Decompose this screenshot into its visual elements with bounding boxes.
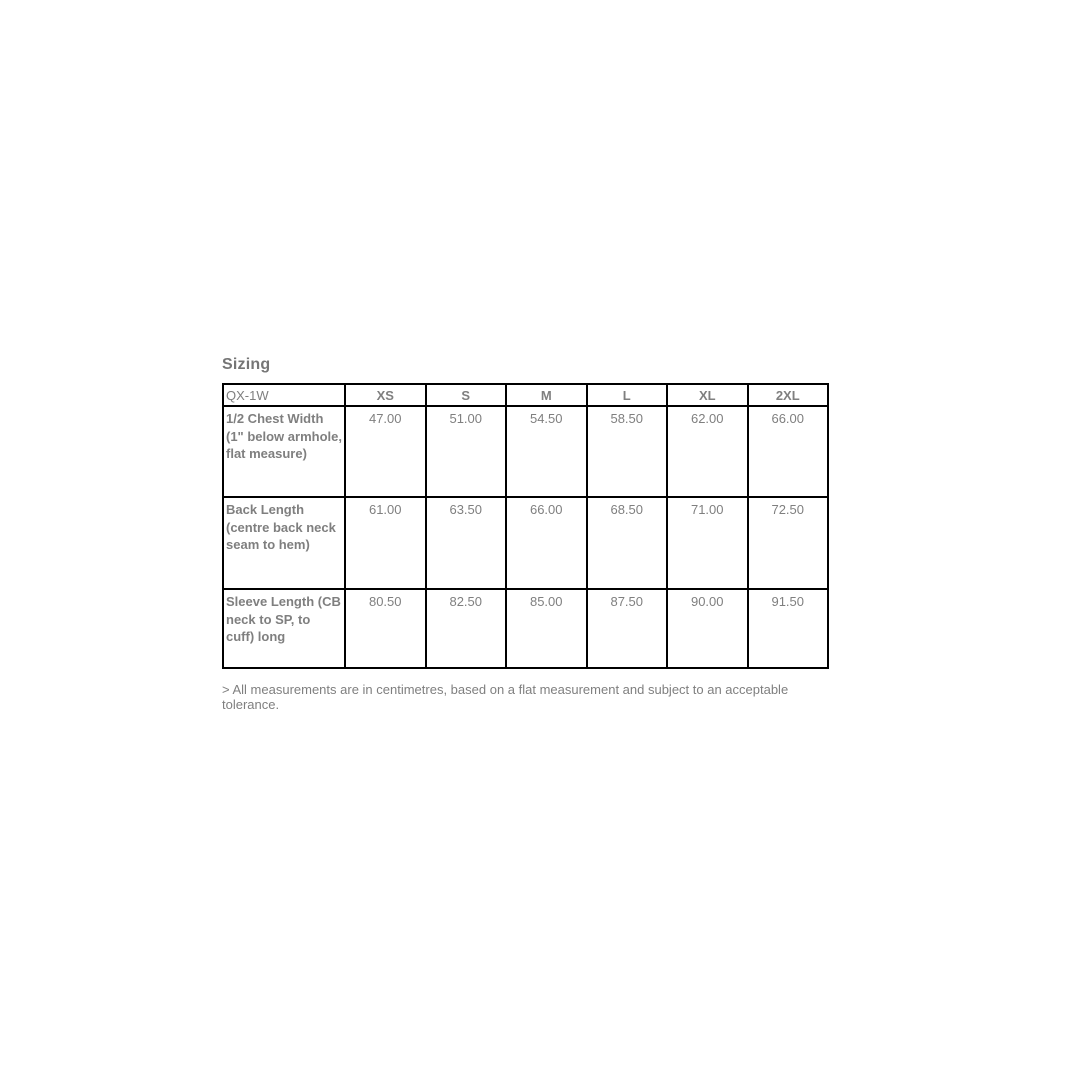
measurement-value: 47.00	[345, 406, 426, 497]
measurement-row	[223, 406, 828, 497]
sizing-heading: Sizing	[222, 356, 271, 373]
measurement-value: 61.00	[345, 497, 426, 589]
measurement-value: 66.00	[506, 497, 587, 589]
measurement-value: 54.50	[506, 406, 587, 497]
measurement-value: 85.00	[506, 589, 587, 668]
size-column-header: 2XL	[748, 384, 829, 406]
measurement-value: 91.50	[748, 589, 829, 668]
size-header-row	[223, 384, 828, 406]
measurement-value: 68.50	[587, 497, 668, 589]
sizing-section	[222, 356, 828, 712]
measurement-value: 90.00	[667, 589, 748, 668]
measurement-row	[223, 589, 828, 668]
measurement-footnote: > All measurements are in centimetres, based on a flat measurement and subject to an acceptable tolerance.	[222, 682, 789, 712]
size-column-header: XL	[667, 384, 748, 406]
size-column-header: S	[426, 384, 507, 406]
measurement-value: 51.00	[426, 406, 507, 497]
measurement-label: 1/2 Chest Width (1" below armhole, flat measure)	[223, 406, 345, 497]
measurement-value: 66.00	[748, 406, 829, 497]
size-column-header: L	[587, 384, 668, 406]
size-column-header: XS	[345, 384, 426, 406]
measurement-row	[223, 497, 828, 589]
measurement-value: 63.50	[426, 497, 507, 589]
measurement-label: Back Length (centre back neck seam to hem)	[223, 497, 345, 589]
model-code-cell: QX-1W	[223, 384, 345, 406]
measurement-value: 71.00	[667, 497, 748, 589]
sizing-table	[222, 383, 829, 669]
measurement-label: Sleeve Length (CB neck to SP, to cuff) long	[223, 589, 345, 668]
measurement-value: 62.00	[667, 406, 748, 497]
measurement-value: 82.50	[426, 589, 507, 668]
measurement-value: 87.50	[587, 589, 668, 668]
measurement-value: 80.50	[345, 589, 426, 668]
measurement-value: 58.50	[587, 406, 668, 497]
measurement-value: 72.50	[748, 497, 829, 589]
size-column-header: M	[506, 384, 587, 406]
